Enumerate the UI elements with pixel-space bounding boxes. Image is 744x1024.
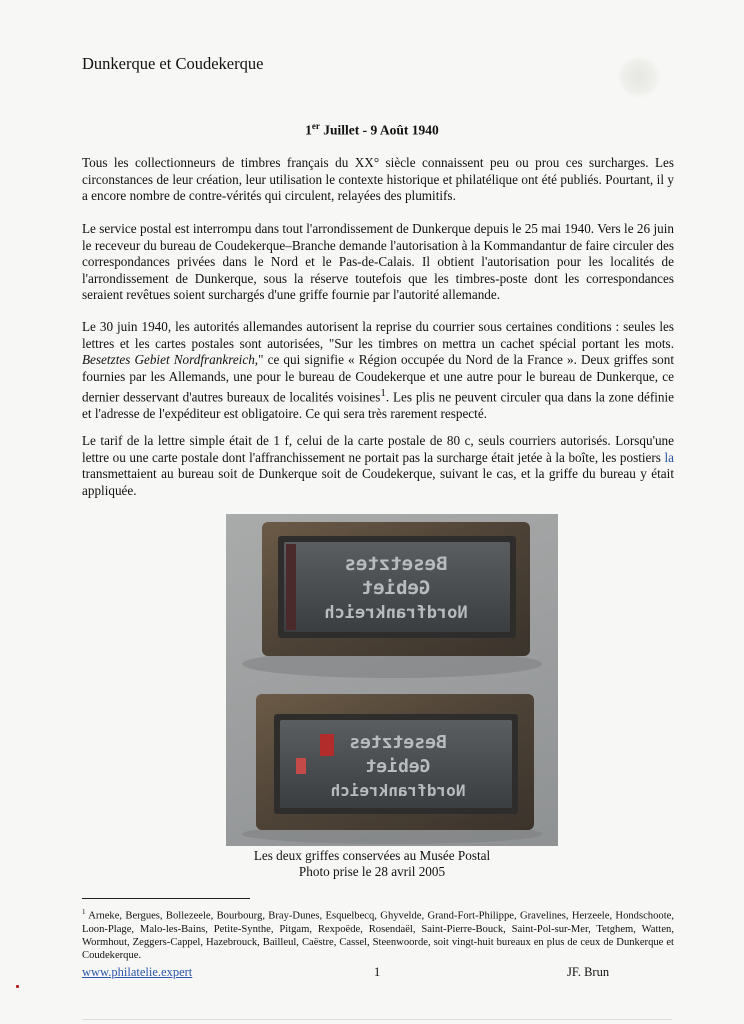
paragraph-3-part-a: Le 30 juin 1940, les autorités allemandes autorisent la reprise du courrier sous certaines conditions : seules les lettres et les cartes postales sont autorisées, "Sur les timbres on mettra un cachet spécial portant les mots. xyxy=(82,319,674,351)
stamp-bottom-line-3: Nordfrankreich xyxy=(330,781,466,800)
paragraph-1 xyxy=(82,155,674,205)
paragraph-2-text: Le service postal est interrompu dans tout l'arrondissement de Dunkerque depuis le 25 mai 1940. Vers le 26 juin le receveur du bureau de Coudekerque–Branche demande l'autorisation à la Kommandantur de faire circuler des correspondances privées dans le Nord et le Pas-de-Calais. Il obtient l'autorisation pour les localités de l'arrondissement de Dunkerque, sous la réserve toutefois que les timbres-poste dont les correspondances seraient revêtues soient surchargés d'une griffe fournie par l'autorité allemande. xyxy=(82,221,674,303)
page-header-title: Dunkerque et Coudekerque xyxy=(82,54,264,73)
photo-postmark-stamps xyxy=(226,514,558,846)
footnote-ref[interactable]: 1 xyxy=(380,387,386,400)
footnote xyxy=(82,906,674,963)
stamp-top-line-2: Gebiet xyxy=(361,577,431,599)
footer-website-link[interactable]: www.philatelie.expert xyxy=(82,965,193,979)
paragraph-3 xyxy=(82,319,674,423)
footnote-divider xyxy=(82,898,250,899)
paragraph-3-part-c: . Les plis ne peuvent circuler qua dans la zone définie et l'adresse de l'expéditeur est obligatoire. Ce qui sera très rarement respecté. xyxy=(82,389,674,422)
paragraph-3-part-b: ," ce qui signifie « Région occupée du Nord de la France ». Deux griffes sont fournies par les Allemands, une pour le bureau de Coudekerque et une autre pour le bureau de Dunkerque, ce dernier desservant d'autres bureaux de localités voisines xyxy=(82,352,674,405)
paragraph-4-highlight: la xyxy=(664,449,674,465)
stamp-top-line-1: Besetztes xyxy=(344,553,448,575)
caption-line-2: Photo prise le 28 avril 2005 xyxy=(298,863,446,879)
date-heading-rest: Juillet - 9 Août 1940 xyxy=(319,122,439,138)
date-heading-day: 1 xyxy=(305,122,312,138)
paragraph-3-italic: Besetztes Gebiet Nordfrankreich xyxy=(82,352,255,368)
paragraph-1-text: Tous les collectionneurs de timbres français du XX° siècle connaissent peu ou prou ces surcharges. Les circonstances de leur création, leur utilisation le contexte historique et philatélique ont été publiés. Pourtant, il y a encore nombre de contre-vérités qui circulent, relayées des plumitifs. xyxy=(82,155,674,204)
stamp-bottom-line-2: Gebiet xyxy=(365,756,431,777)
scan-mark xyxy=(16,985,19,988)
stamp-top-line-3: Nordfrankreich xyxy=(324,603,468,623)
footnote-text: Arneke, Bergues, Bollezeele, Bourbourg, Bray-Dunes, Esquelbecq, Ghyvelde, Grand-Fort-Philippe, Gravelines, Herzeele, Hondschoote, Loon-Plage, Malo-les-Bains, Petite-Synthe, Pitgam, Rexpoëde, Rosendaël, Saint-Pierre-Bouck, Saint-Pol-sur-Mer, Tetghem, Watten, Wormhout, Zeggers-Cappel, Hazebrouck, Bailleul, Caëstre, Cassel, Steenwoorde, soit vingt-huit bureaux en plus de ceux de Dunkerque et Coudekerque. xyxy=(82,910,674,962)
stamp-top xyxy=(242,522,542,678)
footnote-marker: 1 xyxy=(82,908,86,916)
stamps-photo-illustration xyxy=(226,514,558,846)
paragraph-4 xyxy=(82,433,674,499)
stamp-bottom-line-1: Besetztes xyxy=(349,732,447,753)
paragraph-3-text xyxy=(82,319,674,423)
page-number: 1 xyxy=(374,965,381,979)
date-heading-sup: er xyxy=(311,121,320,131)
paragraph-4-text xyxy=(82,433,674,499)
caption-line-1: Les deux griffes conservées au Musée Postal xyxy=(253,848,491,863)
paragraph-4-part-b: transmettaient au bureau soit de Dunkerque soit de Coudekerque, suivant le cas, et la griffe du bureau y était appliquée. xyxy=(82,466,674,498)
date-heading xyxy=(0,121,744,139)
paragraph-4-part-a: Le tarif de la lettre simple était de 1 f, celui de la carte postale de 80 c, seuls courriers autorisés. Lorsqu'une lettre ou une carte postale dont l'affranchissement ne portait pas la surcharge était jetée à la boîte, les postiers xyxy=(82,433,674,465)
scan-blemish xyxy=(618,56,660,98)
stamp-bottom xyxy=(242,694,542,844)
bottom-edge xyxy=(82,1019,672,1020)
photo-caption xyxy=(0,848,744,879)
paragraph-2 xyxy=(82,221,674,304)
author-name: JF. Brun xyxy=(567,965,610,979)
